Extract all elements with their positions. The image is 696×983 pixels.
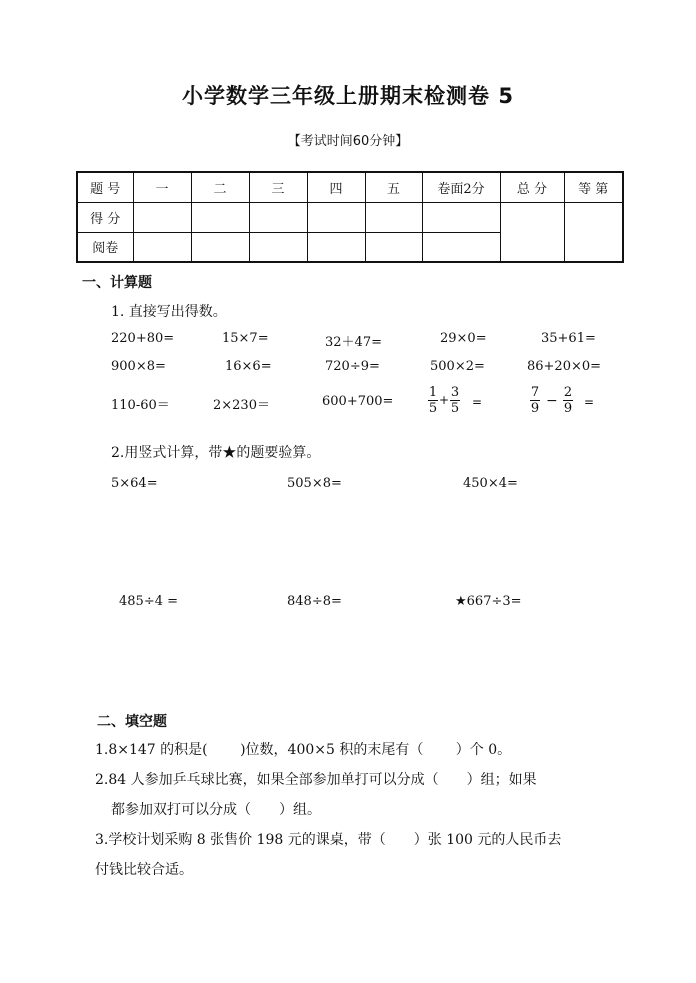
problem: 15×7= — [222, 331, 269, 346]
total-score-cell[interactable] — [500, 202, 564, 262]
problem: 500×2= — [430, 359, 485, 374]
section-heading-calculation: 一、计算题 — [82, 275, 152, 291]
numerator: 3 — [450, 385, 460, 400]
grader-cell[interactable] — [191, 232, 249, 262]
numerator: 1 — [428, 385, 438, 400]
score-cell[interactable] — [365, 202, 422, 232]
fraction — [450, 385, 460, 416]
problem: ★667÷3= — [455, 594, 522, 609]
score-cell[interactable] — [307, 202, 365, 232]
header-cell: 三 — [249, 172, 307, 202]
exam-time-note: 【考试时间60分钟】 — [287, 134, 409, 149]
problem: 600+700= — [322, 394, 394, 409]
score-cell[interactable] — [191, 202, 249, 232]
question-line: 付钱比较合适。 — [95, 862, 193, 878]
score-table — [76, 171, 624, 263]
problem: 848÷8= — [287, 594, 342, 609]
problem: 16×6= — [225, 359, 272, 374]
fraction — [428, 385, 438, 416]
numerator: 7 — [530, 385, 540, 400]
problem: 29×0= — [440, 331, 487, 346]
grader-cell[interactable] — [365, 232, 422, 262]
question-line: 3.学校计划采购 8 张售价 198 元的课桌，带（ ）张 100 元的人民币去 — [95, 832, 562, 848]
problem: 220+80= — [111, 331, 175, 346]
score-cell[interactable] — [422, 202, 500, 232]
grader-cell[interactable] — [307, 232, 365, 262]
numerator: 2 — [563, 385, 573, 400]
question-line: 1.8×147 的积是( )位数，400×5 积的末尾有（ ）个 0。 — [95, 742, 512, 758]
denominator: 9 — [563, 401, 573, 416]
grader-cell[interactable] — [249, 232, 307, 262]
grader-cell[interactable] — [422, 232, 500, 262]
row-label-score: 得 分 — [77, 202, 133, 232]
denominator: 5 — [450, 401, 460, 416]
header-cell: 卷面2分 — [422, 172, 500, 202]
question-label: 2.用竖式计算，带★的题要验算。 — [111, 445, 321, 461]
problem: 86+20×0= — [527, 359, 602, 374]
fraction — [530, 385, 540, 416]
problem: 900×8= — [111, 359, 166, 374]
minus-operator: − — [546, 393, 558, 409]
grader-cell[interactable] — [133, 232, 191, 262]
section-heading-fill-blank: 二、填空题 — [97, 714, 167, 730]
denominator: 5 — [428, 401, 438, 416]
grade-cell[interactable] — [564, 202, 623, 262]
denominator: 9 — [530, 401, 540, 416]
question-line: 2.84 人参加乒乓球比赛，如果全部参加单打可以分成（ ）组；如果 — [95, 772, 537, 788]
header-cell: 五 — [365, 172, 422, 202]
header-cell: 四 — [307, 172, 365, 202]
equals-sign: = — [472, 395, 483, 409]
header-cell: 题 号 — [77, 172, 133, 202]
question-line: 都参加双打可以分成（ ）组。 — [111, 802, 321, 818]
problem: 485÷4 = — [119, 594, 179, 609]
problem: 32＋47= — [325, 335, 382, 350]
score-cell[interactable] — [249, 202, 307, 232]
fraction — [563, 385, 573, 416]
problem: 5×64= — [111, 476, 158, 491]
problem: 2×230＝ — [213, 398, 270, 413]
plus-operator: + — [439, 393, 450, 407]
header-cell: 一 — [133, 172, 191, 202]
header-cell: 总 分 — [500, 172, 564, 202]
problem: 110-60＝ — [111, 398, 170, 413]
question-label: 1. 直接写出得数。 — [111, 304, 227, 320]
equals-sign: = — [584, 395, 595, 409]
problem: 35+61= — [541, 331, 596, 346]
problem: 450×4= — [463, 476, 518, 491]
header-cell: 等 第 — [564, 172, 623, 202]
page-title: 小学数学三年级上册期末检测卷 5 — [182, 84, 514, 108]
problem: 505×8= — [287, 476, 342, 491]
score-cell[interactable] — [133, 202, 191, 232]
problem: 720÷9= — [325, 359, 380, 374]
row-label-grader: 阅卷 — [77, 232, 133, 262]
header-cell: 二 — [191, 172, 249, 202]
